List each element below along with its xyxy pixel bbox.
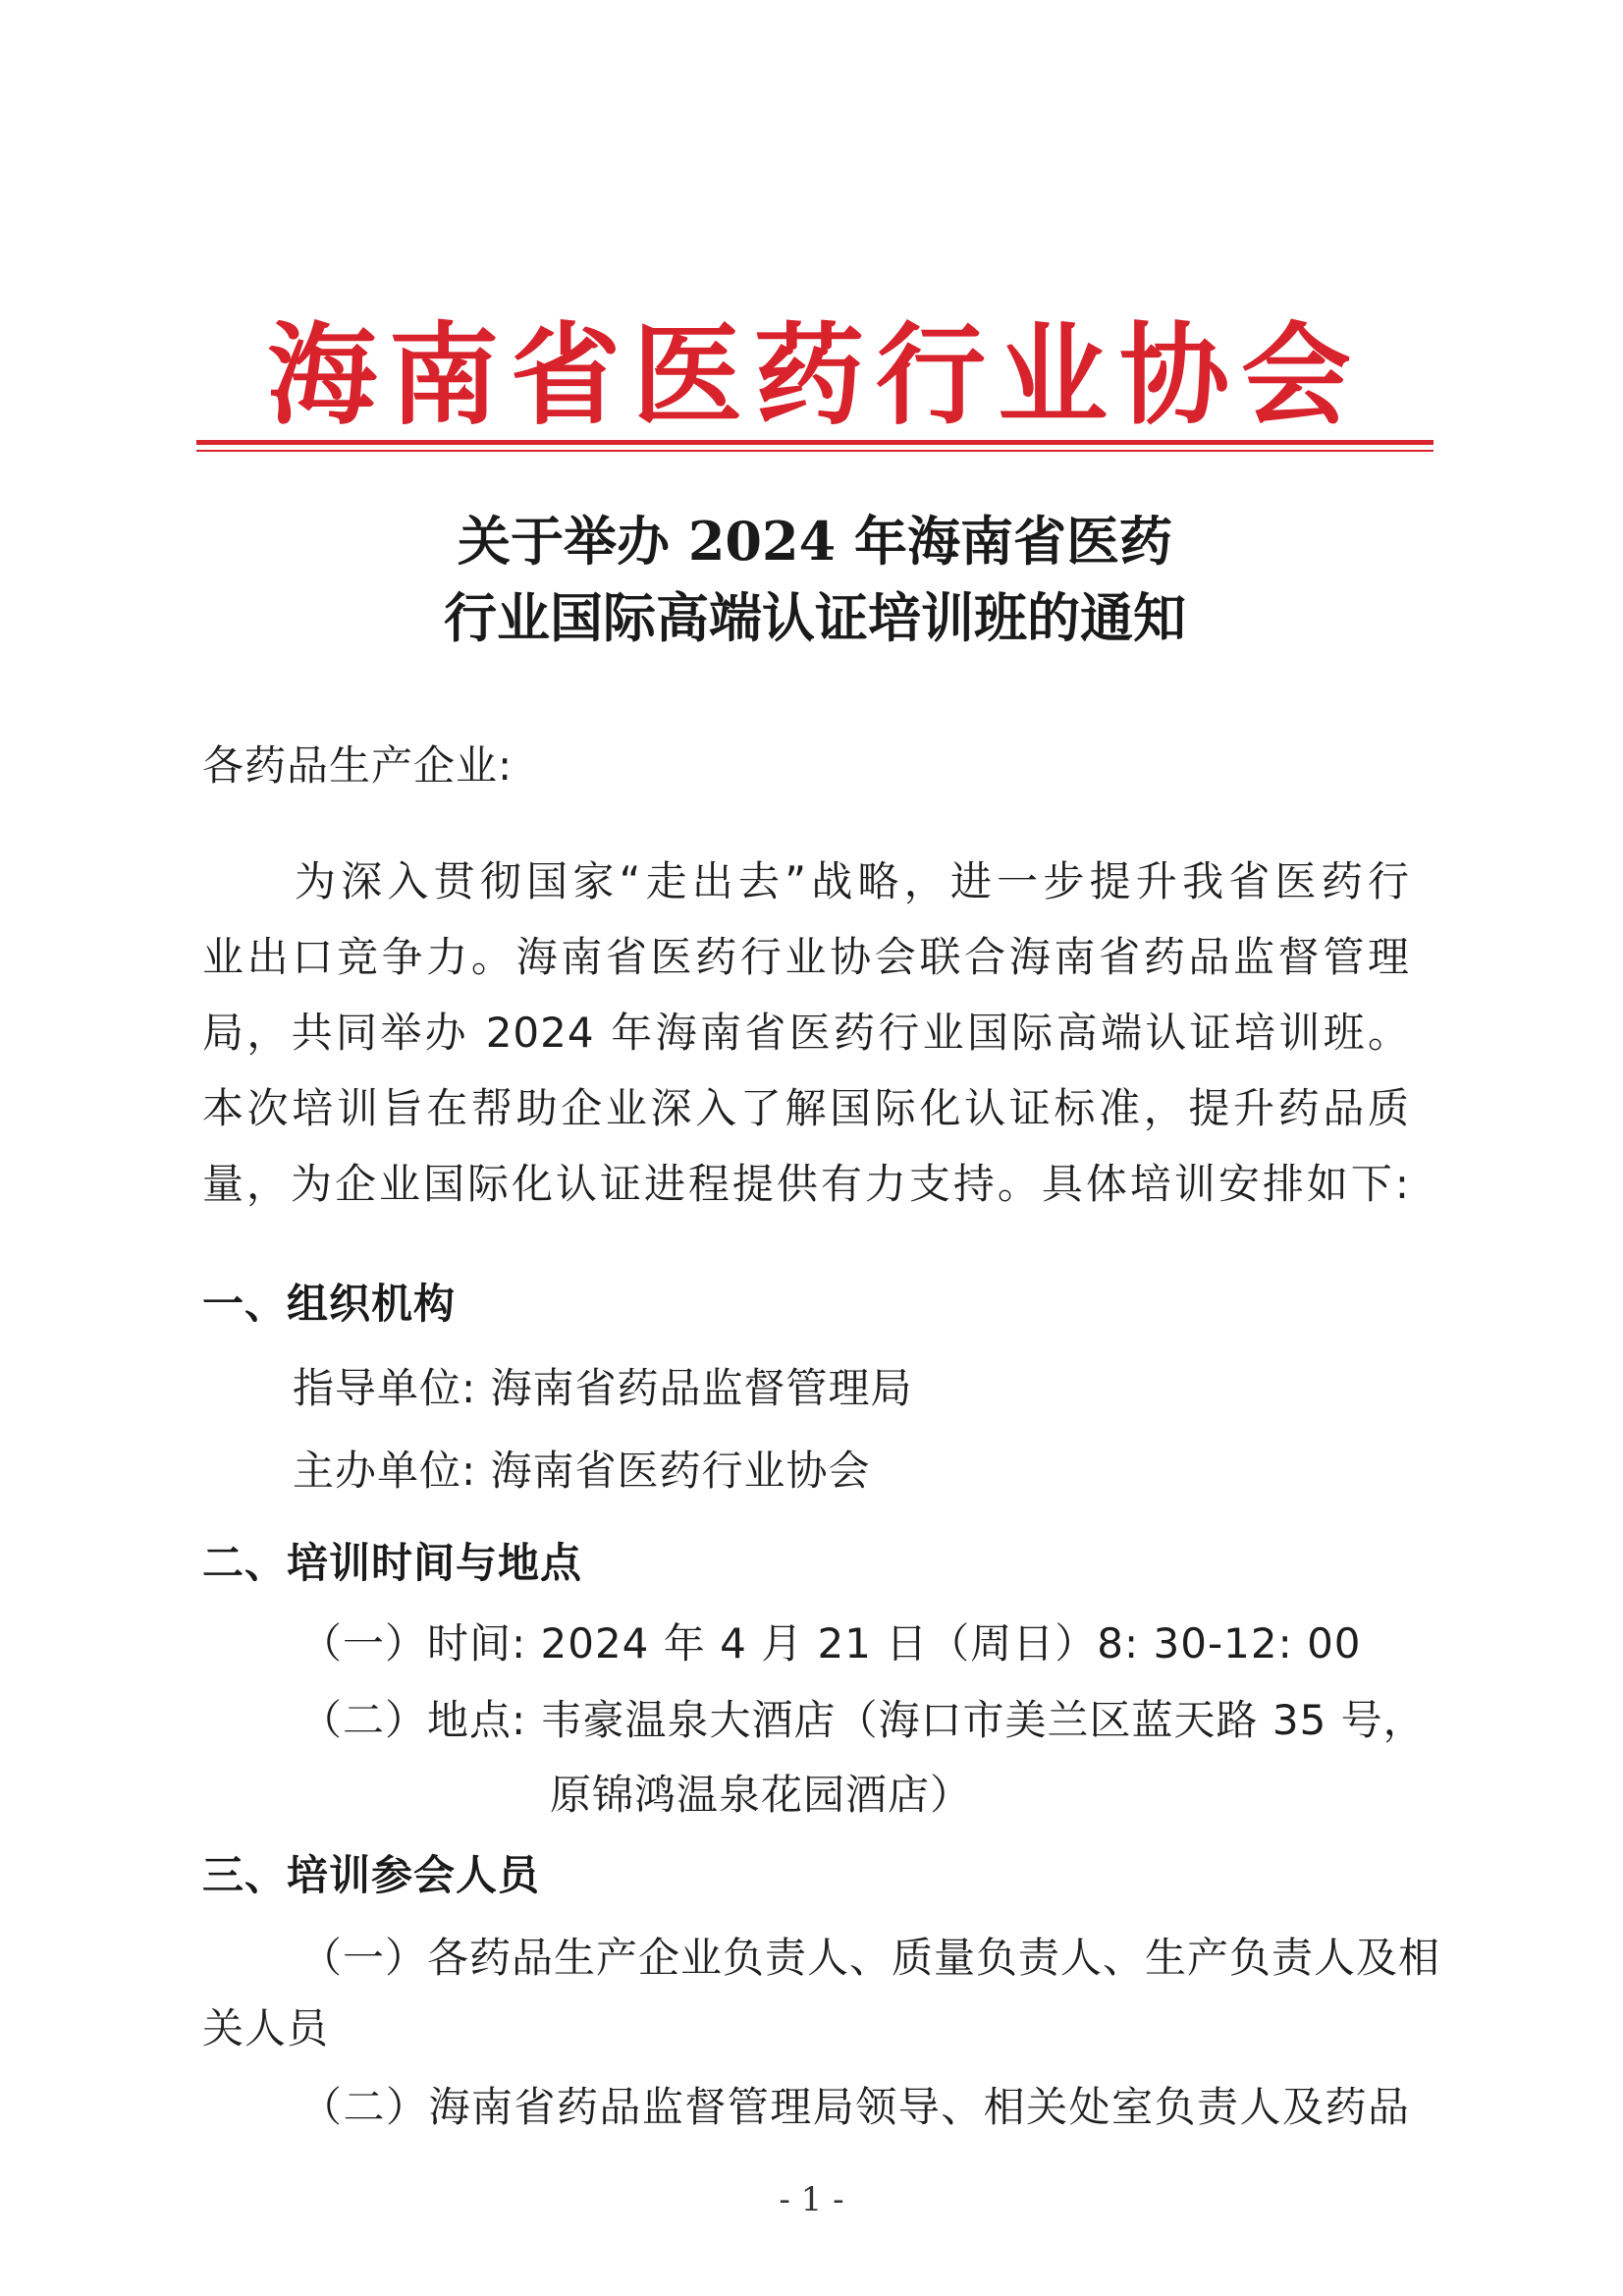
section-1-heading: 一、组织机构 xyxy=(202,1280,457,1328)
section-3-line-3: （二）海南省药品监督管理局领导、相关处室负责人及药品 xyxy=(300,2083,1410,2131)
section-2-line-2: （二）地点: 韦豪温泉大酒店（海口市美兰区蓝天路 35 号， xyxy=(300,1696,1426,1744)
letterhead-rule-thick xyxy=(196,440,1434,445)
page-number: - 1 - xyxy=(779,2180,844,2219)
section-2-line-1: （一）时间: 2024 年 4 月 21 日（周日）8: 30-12: 00 xyxy=(300,1619,1362,1667)
section-1-line-2: 主办单位: 海南省医药行业协会 xyxy=(293,1447,871,1495)
section-2-line-3: 原锦鸿温泉花园酒店） xyxy=(550,1771,973,1819)
section-3-line-1: （一）各药品生产企业负责人、质量负责人、生产负责人及相 xyxy=(300,1934,1441,1982)
intro-line-2: 业出口竞争力。海南省医药行业协会联合海南省药品监督管理 xyxy=(202,933,1410,981)
section-1-line-1: 指导单位: 海南省药品监督管理局 xyxy=(293,1364,913,1412)
salutation: 各药品生产企业: xyxy=(202,741,514,790)
letterhead-rule-thin xyxy=(196,450,1434,452)
intro-line-4: 本次培训旨在帮助企业深入了解国际化认证标准，提升药品质 xyxy=(202,1084,1410,1132)
intro-line-5: 量，为企业国际化认证进程提供有力支持。具体培训安排如下: xyxy=(202,1160,1410,1208)
section-2-heading: 二、培训时间与地点 xyxy=(202,1539,583,1587)
notice-title-line-1: 关于举办 2024 年海南省医药 xyxy=(458,510,1172,573)
letterhead-title: 海南省医药行业协会 xyxy=(267,311,1363,440)
section-3-line-2: 关人员 xyxy=(202,2004,330,2052)
intro-line-1: 为深入贯彻国家“走出去”战略，进一步提升我省医药行 xyxy=(295,857,1410,905)
intro-line-3: 局，共同举办 2024 年海南省医药行业国际高端认证培训班。 xyxy=(202,1009,1410,1057)
notice-title-line-2: 行业国际高端认证培训班的通知 xyxy=(444,586,1186,649)
section-3-heading: 三、培训参会人员 xyxy=(202,1851,541,1899)
